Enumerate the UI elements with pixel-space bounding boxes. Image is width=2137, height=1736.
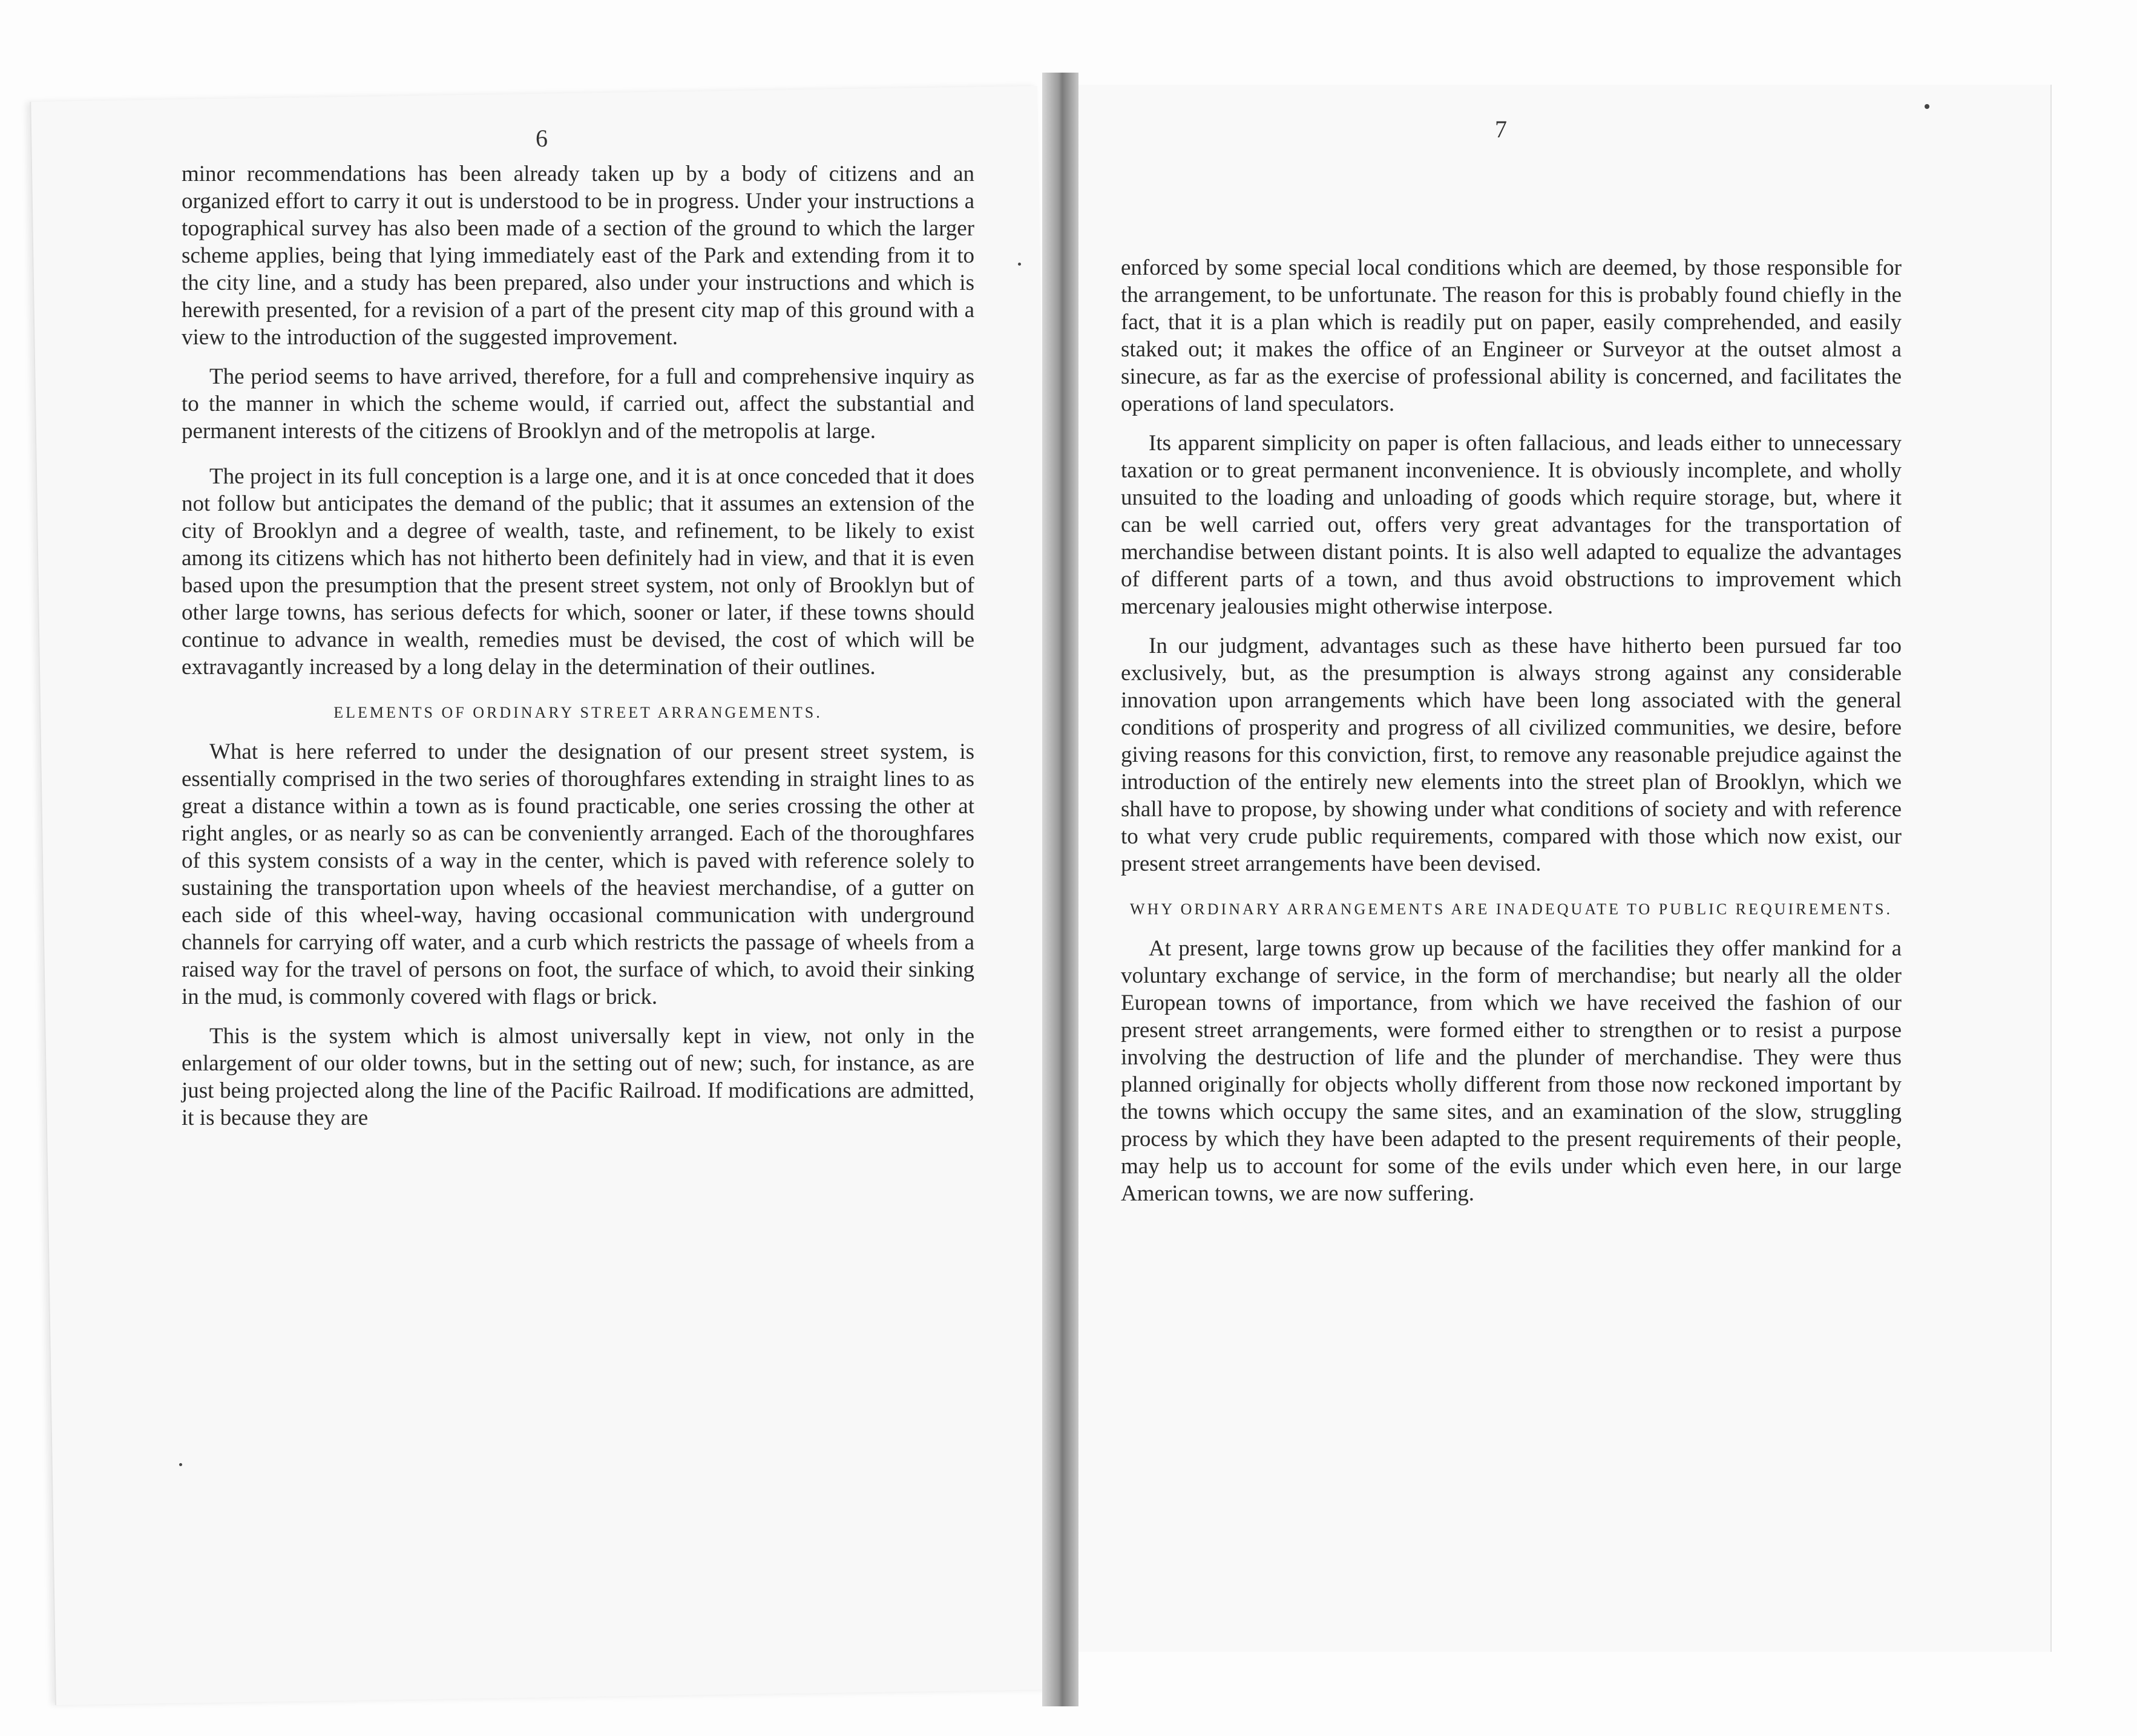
left-page-number: 6 — [536, 125, 548, 152]
right-page-text — [1121, 254, 1902, 1207]
left-paragraph-2: The period seems to have arrived, therefore, for a full and comprehensive inquiry as to the manner in which the scheme would, if carried out, affect the substantial and permanent interests of the citizens of Brooklyn and of the metropolis at large. — [182, 364, 974, 444]
right-section-heading: WHY ORDINARY ARRANGEMENTS ARE INADEQUATE TO PUBLIC REQUIREMENTS. — [1130, 900, 1892, 918]
paper-speck — [1925, 104, 1929, 109]
left-paragraph-4: What is here referred to under the designation of our present street system, is essentially comprised in the two series of thoroughfares extending in straight lines to as great a distance within a town as is found practicable, one series crossing the other at right angles, or as nearly so as can be conveniently arranged. Each of the thoroughfares of this system consists of a way in the center, which is paved with reference solely to sustaining the transportation upon wheels of the heaviest merchandise, of a gutter on each side of this wheel-way, having occasional communication with underground channels for carrying off water, and a curb which restricts the passage of wheels from a raised way for the travel of persons on foot, the surface of which, to avoid their sinking in the mud, is commonly covered with flags or brick. — [182, 739, 974, 1009]
right-paragraph-1: enforced by some special local conditions which are deemed, by those responsible for the arrangement, to be unfortunate. The reason for this is probably found chiefly in the fact, that it is a plan which is readily put on paper, easily comprehended, and easily staked out; it makes the office of an Engineer or Surveyor at the outset almost a sinecure, as far as the exercise of professional ability is concerned, and facilitates the operations of land speculators. — [1121, 255, 1902, 416]
left-page-text — [182, 160, 974, 1132]
right-page-number: 7 — [1495, 116, 1507, 143]
right-paragraph-3: In our judgment, advantages such as these have hitherto been pursued far too exclusively, but, as the presumption is always strong against any considerable innovation upon arrangements which have been long associated with the general conditions of prosperity and progress of all civilized communities, we desire, before giving reasons for this conviction, first, to remove any reasonable prejudice against the introduction of the entirely new elements into the street plan of Brooklyn, which we shall have to propose, by showing under what conditions of society and with reference to what very crude public requirements, compared with those which now exist, our present street arrangements have been devised. — [1121, 634, 1902, 876]
left-paragraph-3: The project in its full conception is a large one, and it is at once conceded that it does not follow but anticipates the demand of the public; that it assumes an extension of the city of Brooklyn and a degree of wealth, taste, and refinement, to be likely to exist among its citizens which has not hitherto been definitely had in view, and that it is even based upon the presumption that the present street system, not only of Brooklyn but of other large towns, has serious defects for which, sooner or later, if these towns should continue to advance in wealth, remedies must be devised, the cost of which will be extravagantly increased by a long delay in the determination of their outlines. — [182, 464, 974, 680]
paper-speck — [179, 1463, 182, 1466]
left-section-heading: ELEMENTS OF ORDINARY STREET ARRANGEMENTS. — [333, 704, 822, 721]
left-paragraph-1: minor recommendations has been already taken up by a body of citizens and an organized effort to carry it out is understood to be in progress. Under your instructions a topographical survey has also been made of a section of the ground to which the larger scheme applies, being that lying immediately east of the Park and extending from it to the city line, and a study has been prepared, also under your instructions and which is herewith presented, for a revision of a part of the present city map of this ground with a view to the introduction of the suggested improvement. — [182, 162, 974, 350]
right-paragraph-2: Its apparent simplicity on paper is often fallacious, and leads either to unnecessary taxation or to great permanent inconvenience. It is obviously incomplete, and wholly unsuited to the loading and unloading of goods which require storage, but, where it can be well carried out, offers very great advantages for the transportation of merchandise between distant points. It is also well adapted to equalize the advantages of different parts of a town, and thus avoid obstructions to improvement which mercenary jealousies might otherwise interpose. — [1121, 431, 1902, 619]
paper-speck — [1018, 263, 1021, 266]
right-paragraph-4: At present, large towns grow up because of the facilities they offer mankind for a voluntary exchange of service, in the form of merchandise; but nearly all the older European towns of importance, from which we have received the fashion of our present street arrangements, were formed either to strengthen or to resist a purpose involving the destruction of life and the plunder of merchandise. They were thus planned originally for objects wholly different from those now reckoned important by the towns which occupy the same sites, and an examination of the slow, struggling process by which they have been adapted to the present requirements of their people, may help us to account for some of the evils under which even here, in our large American towns, we are now suffering. — [1121, 936, 1902, 1206]
left-paragraph-5: This is the system which is almost universally kept in view, not only in the enlargement of our older towns, but in the setting out of new; such, for instance, as are just being projected along the line of the Pacific Railroad. If modifications are admitted, it is because they are — [182, 1024, 974, 1130]
book-gutter — [1042, 73, 1078, 1706]
